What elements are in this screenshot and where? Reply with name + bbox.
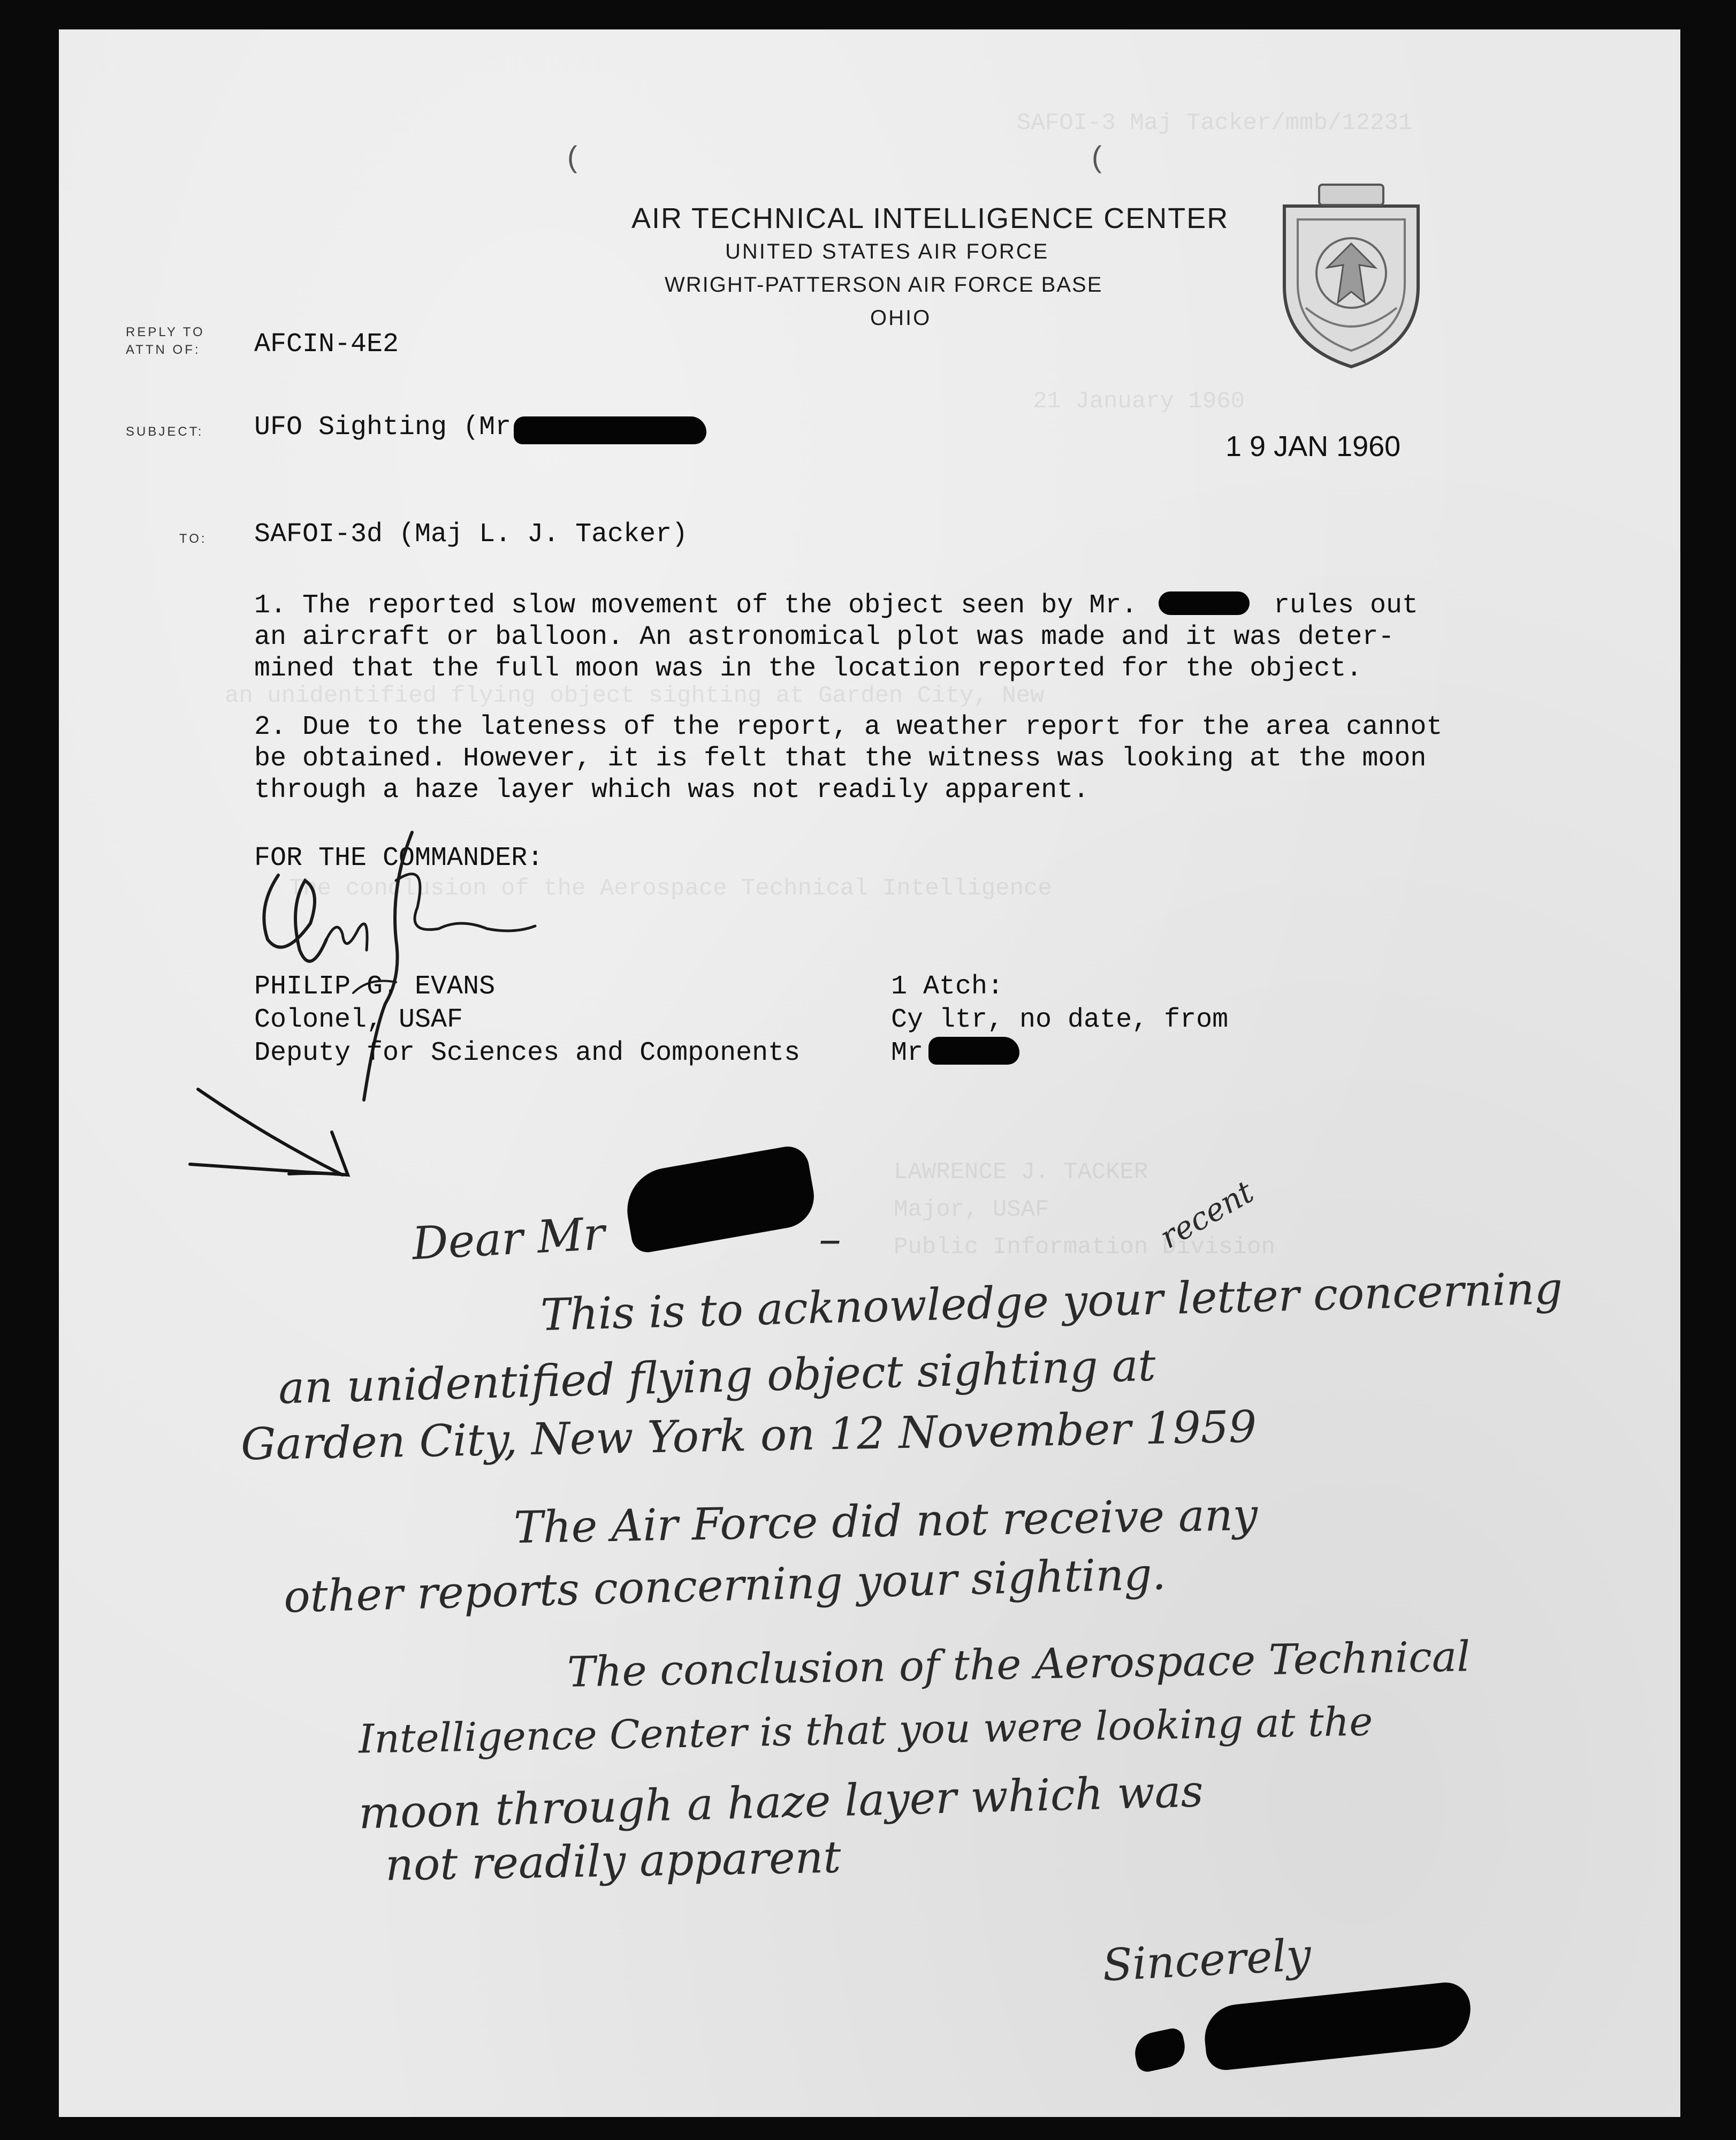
handwritten-line: This is to acknowledge your letter concerning: [540, 1263, 1564, 1341]
atic-emblem-icon: [1274, 174, 1429, 372]
reply-to-label: REPLY TO: [126, 325, 205, 339]
subject-label: SUBJECT:: [126, 424, 204, 439]
handwritten-line: Garden City, New York on 12 November 1959: [240, 1401, 1257, 1470]
attn-of-label: ATTN OF:: [126, 343, 201, 357]
handwritten-line: not readily apparent: [385, 1832, 842, 1891]
handwritten-dash: –: [819, 1212, 841, 1265]
bleed-through-text: SAFOI-3 Maj Tacker/mmb/12231: [1017, 110, 1413, 136]
redaction-mark: [1131, 2027, 1189, 2074]
hand-drawn-arrow-icon: [187, 1079, 412, 1212]
attachment-count: 1 Atch:: [891, 972, 1004, 1002]
signer-name: PHILIP G. EVANS: [254, 972, 496, 1002]
paragraph-1-line: rules out: [1274, 590, 1419, 621]
handwritten-line: moon through a haze layer which was: [358, 1766, 1204, 1839]
handwritten-line: The conclusion of the Aerospace Technical: [567, 1633, 1471, 1697]
letterhead-base: WRIGHT-PATTERSON AIR FORCE BASE: [665, 273, 1103, 297]
scan-mark: (: [1092, 140, 1102, 173]
handwritten-greeting: Dear Mr: [410, 1207, 606, 1270]
handwritten-insert: recent: [1153, 1173, 1260, 1256]
scan-mark: (: [567, 140, 577, 173]
handwritten-line: other reports concerning your sighting.: [283, 1549, 1167, 1623]
bleed-through-text: Major, USAF: [894, 1196, 1049, 1223]
office-symbol: AFCIN-4E2: [254, 329, 399, 360]
paragraph-1-line: an aircraft or balloon. An astronomical plot was made and it was deter-: [254, 622, 1395, 652]
attachment-description: Cy ltr, no date, from: [891, 1005, 1229, 1035]
handwritten-line: Intelligence Center is that you were looking at the: [358, 1698, 1373, 1763]
redaction-mark: [514, 416, 706, 444]
to-value: SAFOI-3d (Maj L. J. Tacker): [254, 519, 688, 550]
paragraph-1-line: mined that the full moon was in the location reported for the object.: [254, 654, 1362, 684]
attachment-from: Mr: [891, 1038, 924, 1068]
letterhead-state: OHIO: [870, 306, 932, 330]
redaction-mark: [928, 1037, 1019, 1065]
letter-date: 1 9 JAN 1960: [1225, 430, 1401, 462]
letterhead-org: AIR TECHNICAL INTELLIGENCE CENTER: [631, 202, 1229, 234]
handwritten-line: The Air Force did not receive any: [513, 1489, 1258, 1554]
paragraph-2-line: through a haze layer which was not readily apparent.: [254, 775, 1090, 806]
redaction-mark: [621, 1143, 819, 1255]
subject-value: UFO Sighting (Mr: [254, 412, 512, 443]
letterhead-service: UNITED STATES AIR FORCE: [725, 240, 1049, 263]
redaction-mark: [1201, 1980, 1474, 2072]
handwritten-closing: Sincerely: [1101, 1929, 1313, 1992]
bleed-through-text: an unidentified flying object sighting at Garden City, New: [225, 682, 1045, 709]
signer-rank: Colonel, USAF: [254, 1005, 463, 1035]
paragraph-1-line: 1. The reported slow movement of the object seen by Mr.: [254, 590, 1138, 621]
redaction-mark: [1159, 591, 1250, 615]
document-page: [59, 29, 1680, 2117]
handwritten-line: an unidentified flying object sighting at: [278, 1340, 1156, 1414]
paragraph-2-line: 2. Due to the lateness of the report, a weather report for the area cannot: [254, 712, 1443, 742]
bleed-through-text: Public Information Division: [894, 1234, 1275, 1261]
for-the-commander: FOR THE COMMANDER:: [254, 843, 544, 874]
bleed-through-text: The conclusion of the Aerospace Technical Intelligence: [289, 875, 1052, 902]
paragraph-2-line: be obtained. However, it is felt that the witness was looking at the moon: [254, 743, 1427, 774]
signer-title: Deputy for Sciences and Components: [254, 1038, 801, 1068]
bleed-through-text: LAWRENCE J. TACKER: [894, 1159, 1148, 1186]
to-label: TO:: [179, 532, 207, 546]
bleed-through-text: 21 January 1960: [1033, 388, 1245, 415]
